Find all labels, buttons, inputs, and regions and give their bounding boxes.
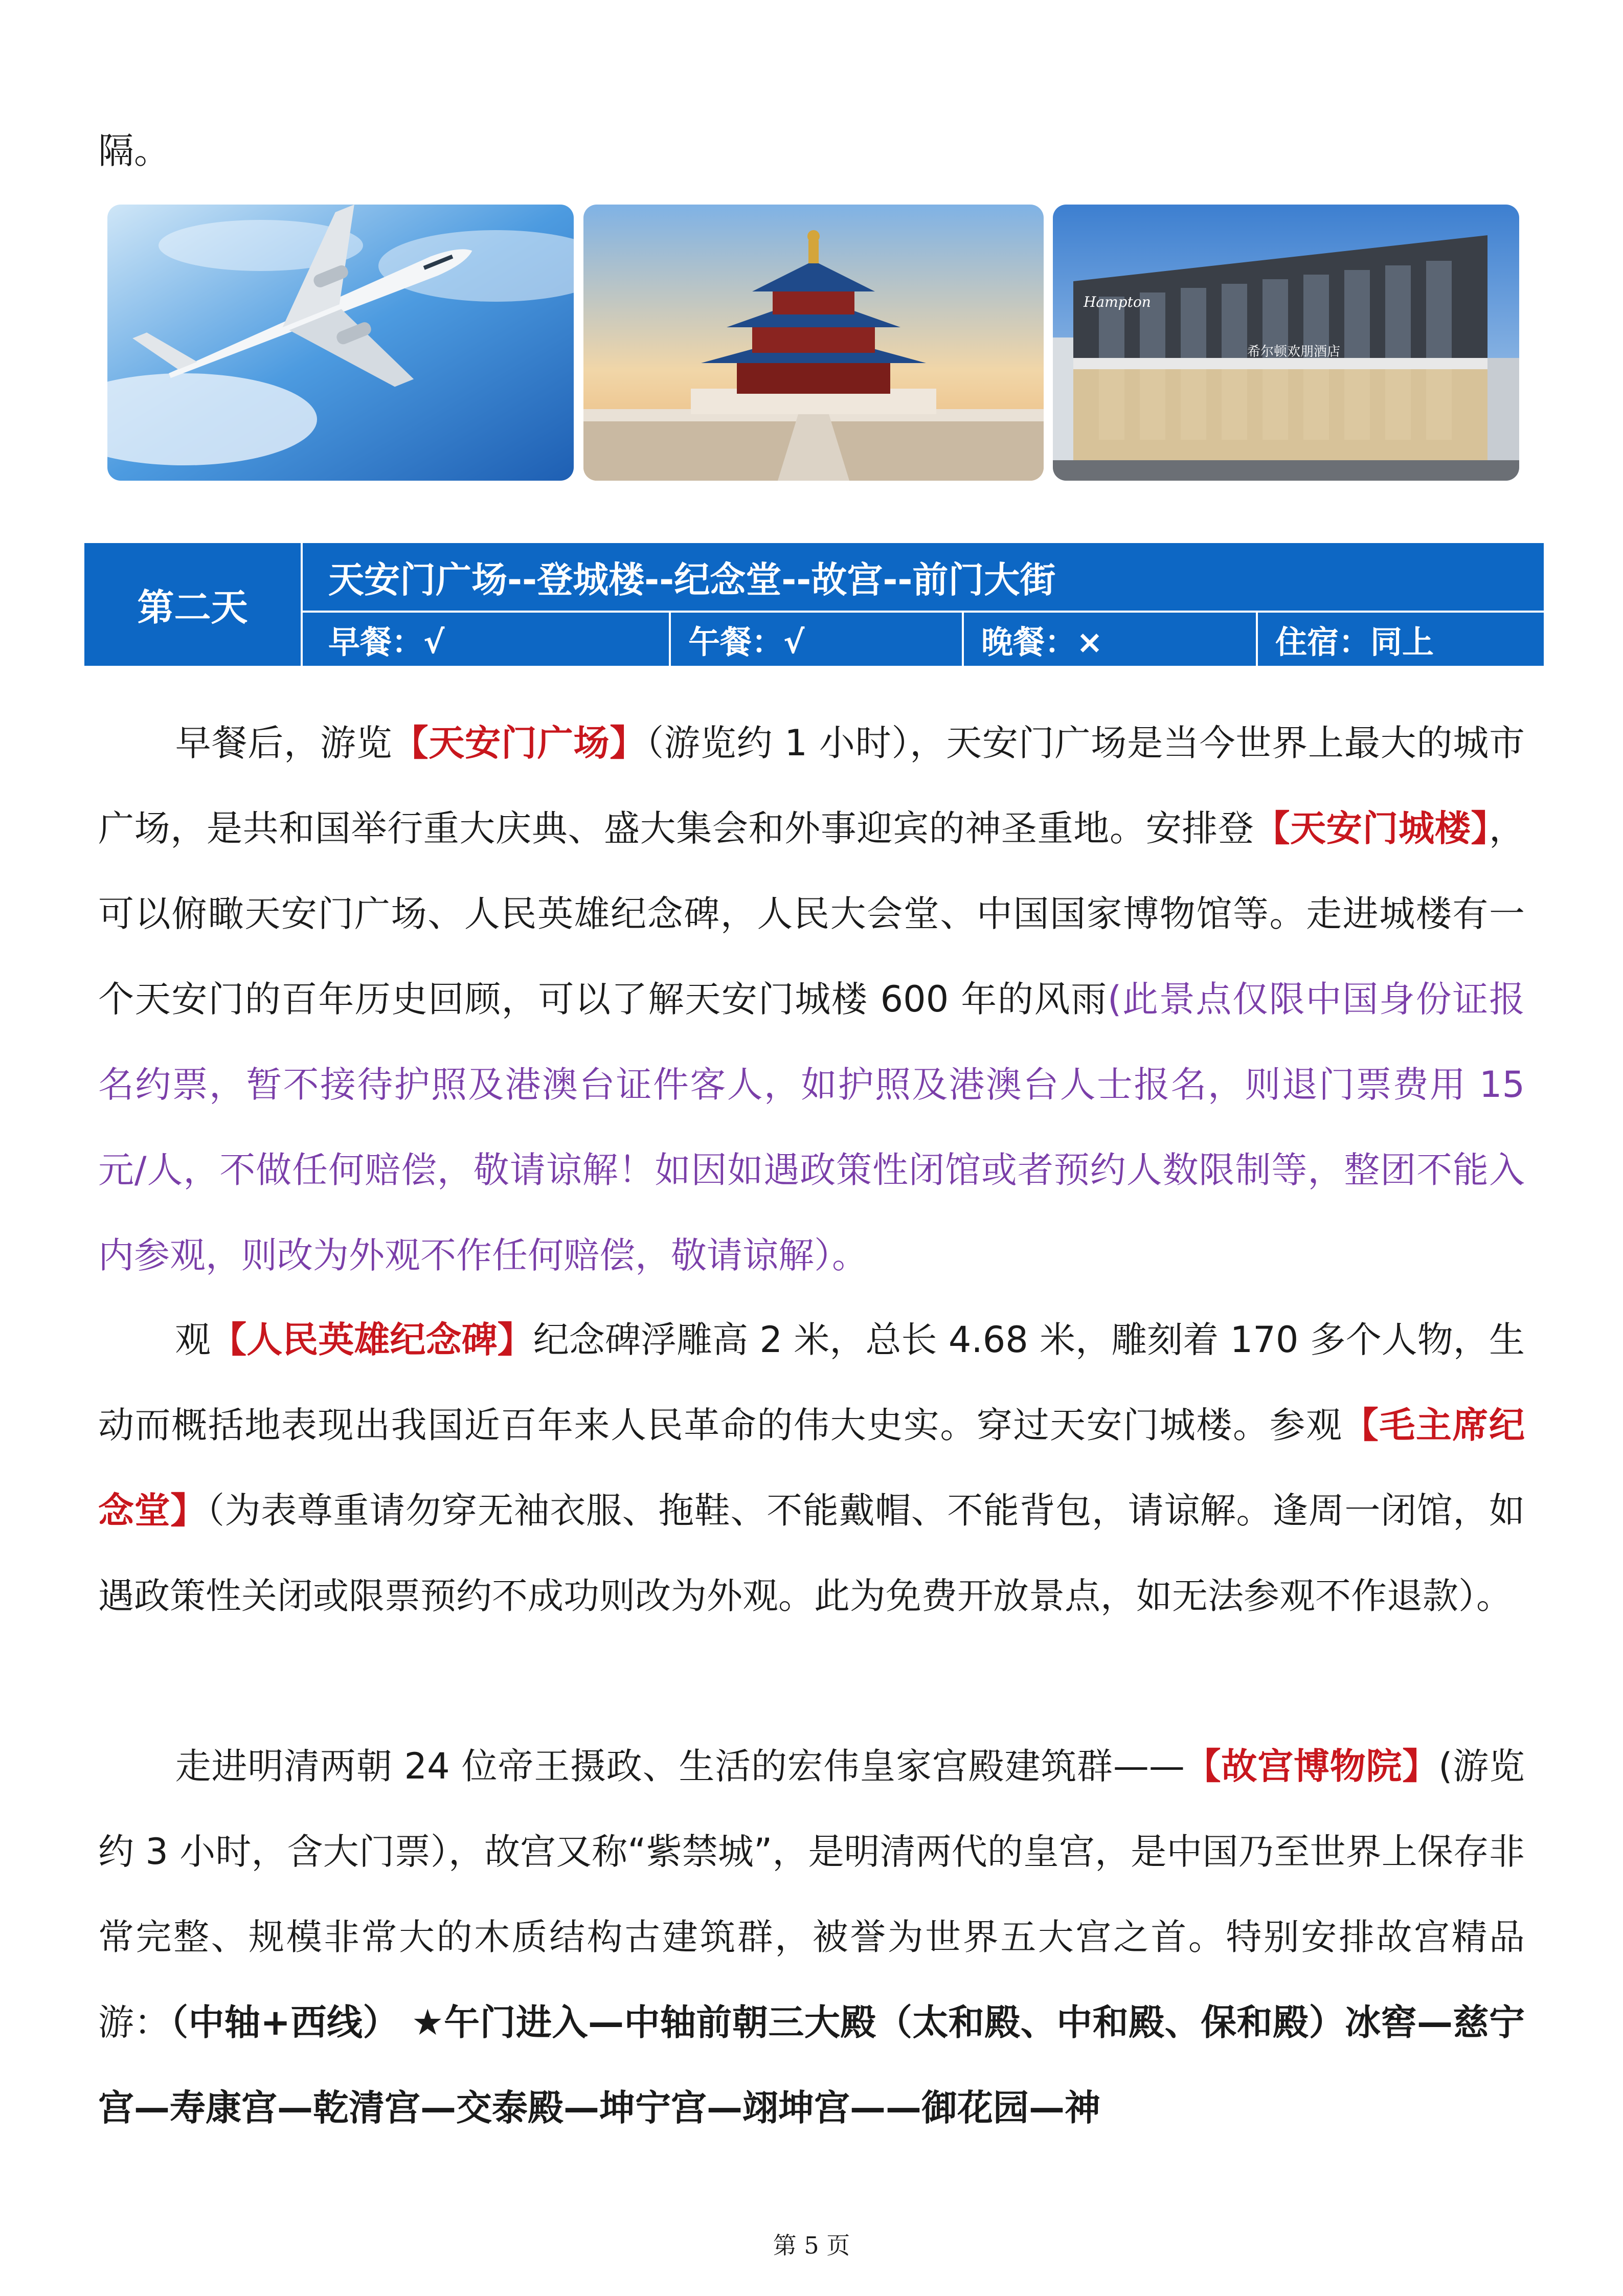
- text: 早餐后，游览: [175, 722, 393, 764]
- paragraph-monument: [98, 1297, 1525, 1639]
- itinerary-header-table: [84, 543, 1544, 666]
- text: ，可以俯瞰天安门广场、人民英雄纪念碑，人民大会堂、中国国家博物馆等。走进城楼有一个天安门的百年历史回顾，可以了解天安门城楼 600 年的风雨: [98, 807, 1525, 1020]
- text: 走进明清两朝 24 位帝王摄政、生活的宏伟皇家宫殿建筑群——: [175, 1745, 1185, 1787]
- dinner-cell: 晚餐：×: [962, 613, 1256, 666]
- lunch-cell: 午餐：√: [669, 613, 962, 666]
- carry-over-text: 隔。: [98, 130, 170, 172]
- paragraph-forbidden-city: [98, 1724, 1525, 2151]
- paragraph-tiananmen: [98, 701, 1525, 1298]
- highlight-monument: 【人民英雄纪念碑】: [211, 1319, 533, 1361]
- highlight-mausoleum: 【毛主席纪念堂】: [98, 1404, 1525, 1532]
- day-label: 第二天: [84, 543, 303, 666]
- accommodation-cell: 住宿：同上: [1256, 613, 1544, 666]
- page-number: 第 5 页: [773, 2232, 850, 2259]
- hotel-sign-logo: Hampton: [1084, 294, 1151, 310]
- temple-of-heaven-photo: [583, 205, 1044, 481]
- text: 观: [175, 1319, 211, 1361]
- text: （为表尊重请勿穿无袖衣服、拖鞋、不能戴帽、不能背包，请谅解。逢周一闭馆，如遇政策性关闭或限票预约不成功则改为外观。此为免费开放景点，如无法参观不作退款）。: [98, 1490, 1525, 1617]
- text: (游览约 3 小时，含大门票），故宫又称“紫禁城”，是明清两代的皇宫，是中国乃至世界上保存非常完整、规模非常大的木质结构古建筑群，被誉为世界五大宫之首。特别安排故宫精品游：: [98, 1745, 1525, 2043]
- booking-note: (此景点仅限中国身份证报名约票，暂不接待护照及港澳台证件客人，如护照及港澳台人士报名，则退门票费用 15 元/人，不做任何赔偿，敬请谅解！如因如遇政策性闭馆或者预约人数限制等，整团不能入内参观，则改为外观不作任何赔偿，敬请谅解）。: [98, 978, 1525, 1276]
- route-title: 天安门广场--登城楼--纪念堂--故宫--前门大街: [303, 543, 1544, 613]
- airplane-photo: [107, 205, 574, 481]
- breakfast-cell: 早餐：√: [328, 623, 445, 661]
- text: 纪念碑浮雕高 2 米，总长 4.68 米，雕刻着 170 多个人物，生动而概括地表现出我国近百年来人民革命的伟大史实。穿过天安门城楼。参观: [98, 1319, 1525, 1446]
- text: （游览约 1 小时），天安门广场是当今世界上最大的城市广场，是共和国举行重大庆典、盛大集会和外事迎宾的神圣重地。安排登: [98, 722, 1525, 849]
- tour-route: （中轴+西线） ★午门进入—中轴前朝三大殿（太和殿、中和殿、保和殿）冰窖—慈宁宫—寿康宫—乾清宫—交泰殿—坤宁宫—翊坤宫——御花园—神: [98, 2001, 1525, 2129]
- highlight-tiananmen-square: 【天安门广场】: [392, 722, 646, 764]
- hotel-sign-name: 希尔顿欢朋酒店: [1247, 344, 1341, 359]
- highlight-palace-museum: 【故宫博物院】: [1184, 1745, 1439, 1787]
- hotel-photo: [1053, 205, 1519, 481]
- highlight-tiananmen-gate: 【天安门城楼】: [1254, 807, 1490, 849]
